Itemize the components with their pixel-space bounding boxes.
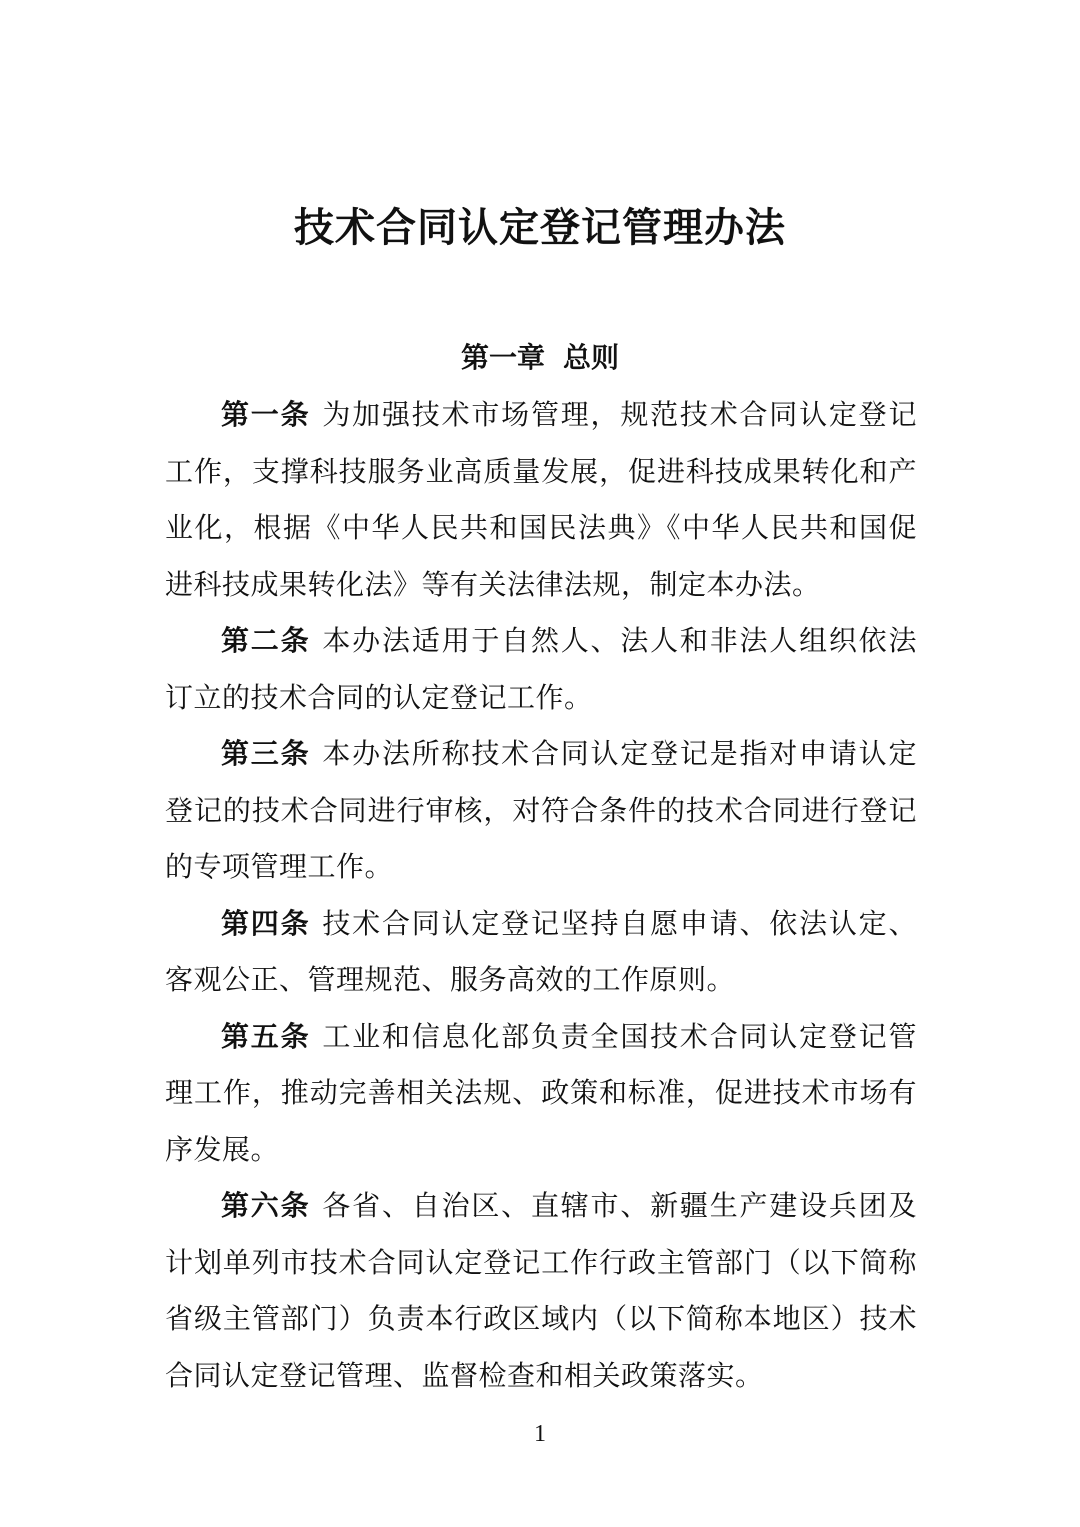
- article-text: 本办法所称技术合同认定登记是指对申请认定登记的技术合同进行审核，对符合条件的技术合同进行登记的专项管理工作。: [165, 737, 917, 883]
- article-1: [165, 387, 917, 613]
- document-body: [165, 387, 917, 1404]
- article-6: [165, 1178, 917, 1404]
- article-text: 工业和信息化部负责全国技术合同认定登记管理工作，推动完善相关法规、政策和标准，促进技术市场有序发展。: [165, 1019, 917, 1166]
- chapter-name: 总则: [563, 341, 620, 374]
- article-4: [165, 896, 917, 1009]
- article-text: 本办法适用于自然人、法人和非法人组织依法订立的技术合同的认定登记工作。: [165, 624, 917, 714]
- article-number: 第二条: [221, 624, 311, 657]
- article-2: [165, 613, 917, 726]
- chapter-number: 第一章: [460, 341, 545, 374]
- article-text: 为加强技术市场管理，规范技术合同认定登记工作，支撑科技服务业高质量发展，促进科技成果转化和产业化，根据《中华人民共和国民法典》《中华人民共和国促进科技成果转化法》等有关法律法规，制定本办法。: [165, 398, 917, 601]
- chapter-heading: [0, 338, 1080, 378]
- document-title: 技术合同认定登记管理办法: [294, 204, 786, 251]
- article-text: 技术合同认定登记坚持自愿申请、依法认定、客观公正、管理规范、服务高效的工作原则。: [165, 906, 917, 996]
- article-number: 第六条: [221, 1189, 311, 1222]
- article-5: [165, 1009, 917, 1179]
- article-number: 第五条: [221, 1019, 311, 1053]
- article-number: 第四条: [221, 906, 311, 940]
- article-number: 第三条: [221, 737, 311, 770]
- article-3: [165, 726, 917, 896]
- article-text: 各省、自治区、直辖市、新疆生产建设兵团及计划单列市技术合同认定登记工作行政主管部门（以下简称省级主管部门）负责本行政区域内（以下简称本地区）技术合同认定登记管理、监督检查和相关政策落实。: [165, 1189, 917, 1392]
- article-number: 第一条: [221, 398, 311, 431]
- page-number: 1: [534, 1421, 546, 1447]
